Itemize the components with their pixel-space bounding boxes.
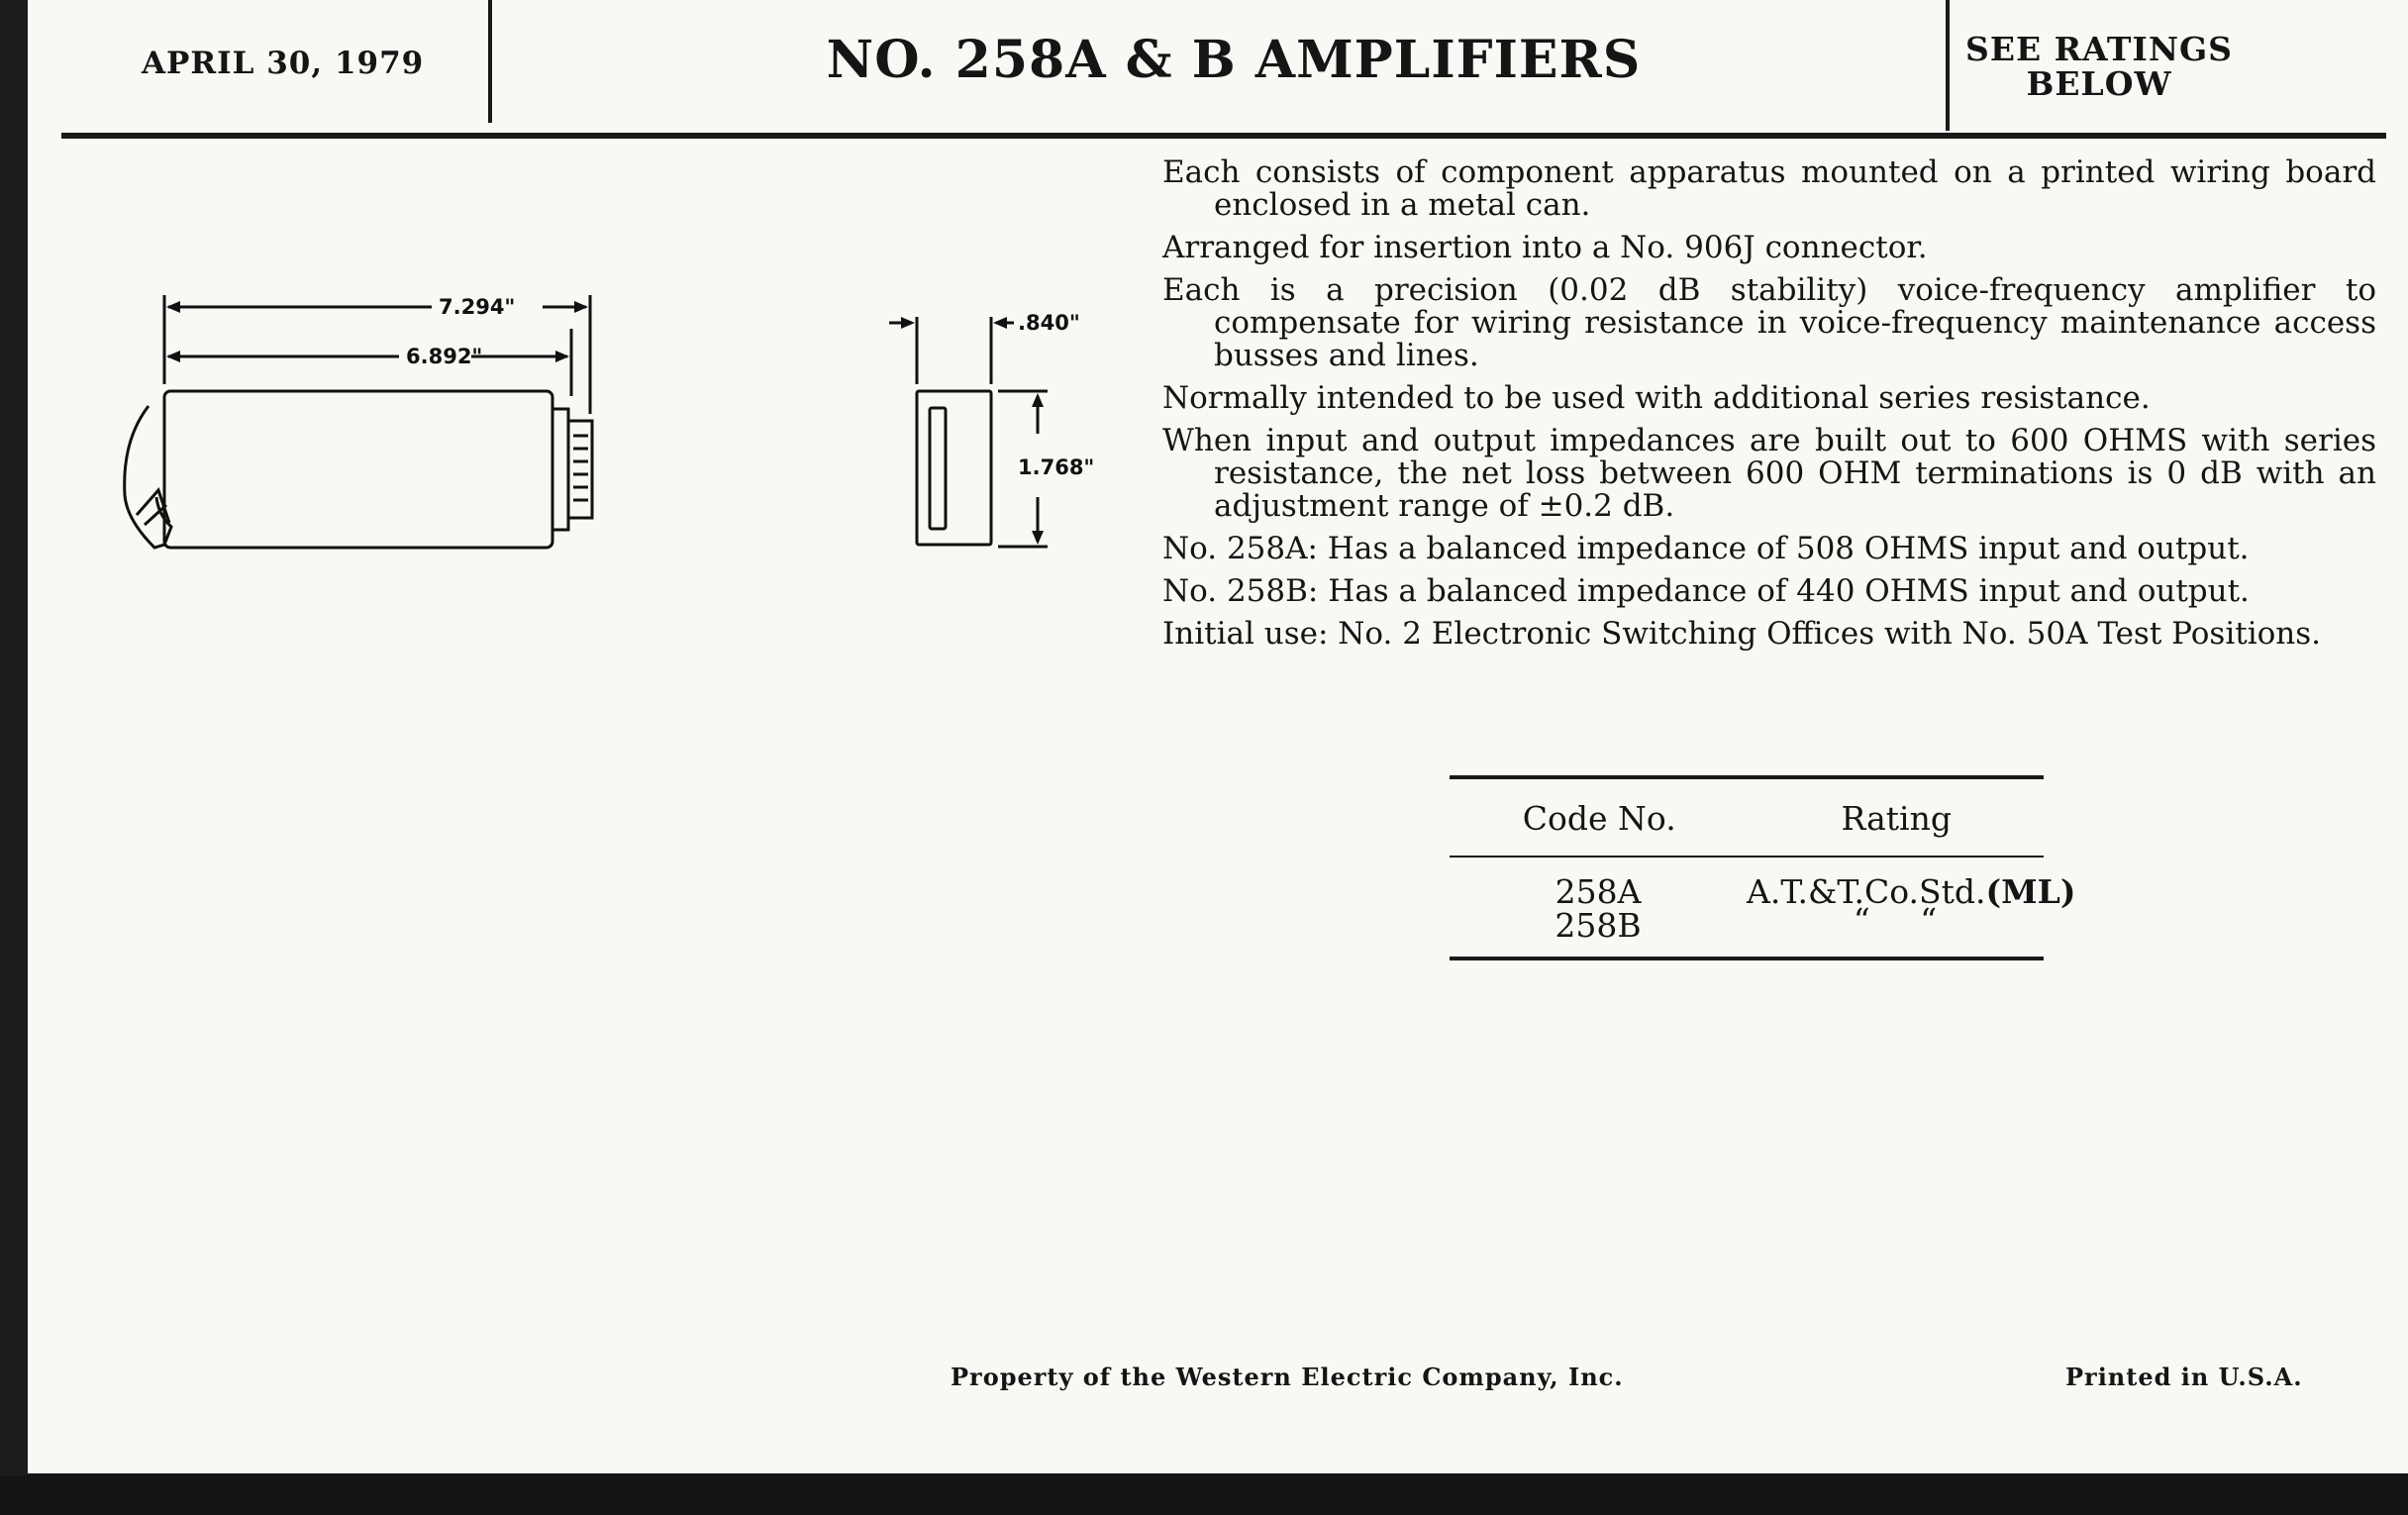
header-divider	[1946, 0, 1950, 131]
description-paragraph: No. 258B: Has a balanced impedance of 440 OHMS input and output.	[1162, 573, 2250, 609]
issue-date: APRIL 30, 1979	[142, 46, 425, 81]
body-length-label: 6.892"	[406, 345, 483, 368]
height-label: 1.768"	[1018, 455, 1095, 479]
scan-border	[0, 0, 28, 1475]
ratings-note	[1951, 32, 2248, 101]
spec-card	[28, 0, 2408, 1473]
amplifier-body-side-view	[164, 391, 552, 548]
amplifier-dimension-drawing	[77, 267, 1127, 584]
rating-column	[1747, 872, 2076, 943]
description-paragraph: No. 258A: Has a balanced impedance of 508 OHMS input and output.	[1162, 531, 2250, 566]
printed-notice: Printed in U.S.A.	[2065, 1363, 2303, 1391]
ratings-note-line: BELOW	[2026, 64, 2172, 103]
overall-length-label: 7.294"	[439, 295, 516, 319]
description-paragraph: Each consists of component apparatus mounted on a printed wiring board enclosed in a metal can.	[1162, 154, 2376, 223]
column-header-code: Code No.	[1522, 799, 1676, 838]
rating-suffix: (ML)	[1985, 872, 2076, 911]
table-rule	[1450, 957, 2044, 960]
width-label: .840"	[1018, 311, 1080, 335]
property-notice: Property of the Western Electric Company, Inc.	[951, 1363, 1624, 1391]
header-rule	[61, 133, 2386, 139]
code-cell: 258B	[1555, 906, 1642, 945]
description-paragraph: When input and output impedances are built out to 600 OHMS with series resistance, the net loss between 600 OHM terminations is 0 dB with an adjustment range of ±0.2 dB.	[1162, 423, 2376, 524]
table-header-row	[1450, 779, 2044, 856]
code-cell: 258A	[1555, 872, 1642, 911]
amplifier-body-end-view	[917, 391, 991, 545]
ratings-table	[1450, 775, 2076, 960]
column-header-rating: Rating	[1841, 799, 1952, 838]
rating-ditto-cell: “ “	[1853, 901, 1938, 940]
connector-plug	[552, 409, 568, 530]
ratings-note-line: SEE RATINGS	[1964, 30, 2234, 68]
description-paragraph: Initial use: No. 2 Electronic Switching Offices with No. 50A Test Positions.	[1162, 616, 2322, 652]
description-paragraph: Each is a precision (0.02 dB stability) voice-frequency amplifier to compensate for wiring resistance in voice-frequency maintenance access busses and lines.	[1162, 272, 2376, 373]
page-title: NO. 258A & B AMPLIFIERS	[826, 30, 1642, 90]
code-column	[1450, 872, 1747, 945]
table-body	[1450, 858, 2076, 945]
description-paragraph: Normally intended to be used with additional series resistance.	[1162, 380, 2151, 416]
description	[1162, 156, 2376, 660]
rating-prefix: A.T.&T.Co.Std.	[1747, 872, 1986, 911]
description-paragraph: Arranged for insertion into a No. 906J connector.	[1162, 230, 1928, 265]
